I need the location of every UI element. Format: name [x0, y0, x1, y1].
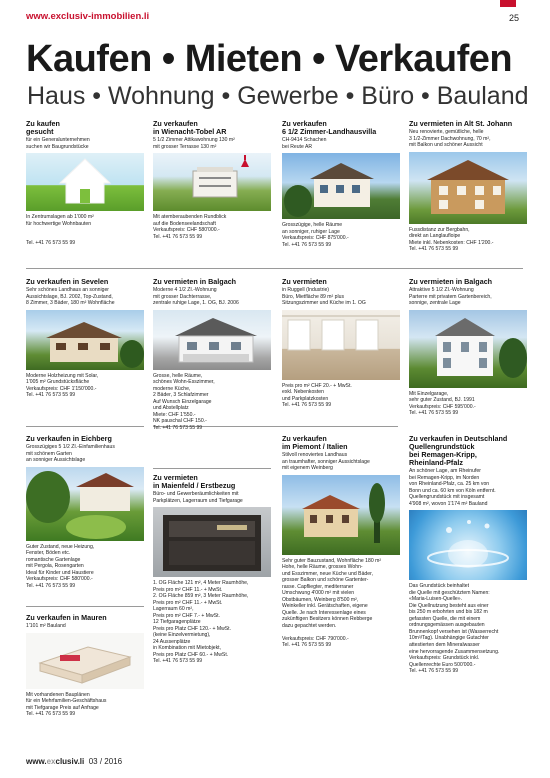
listing-details: Mit Einzelgarage, sehr guter Zustand, BJ. 1991 Verkaufspreis: CHF 595'000.- Tel. +41 76 573 55 99 — [409, 390, 476, 417]
listing-details: Sehr guter Bauzustand, Wohnfläche 180 m² Hohe, helle Räume, grosses Wohn- und Esszimmer, neue Küche und Bäder, grosser Balkon und schöne Gartenter- rasse. Capfliegter, mediterraner Umschwung 4'000 m² mit vielen Obstbäumen, Weinberg 8'500 m², Weinkeller inkl. Gerätschaften, eigene Quelle. Je nach Interessenlage eines zukünftigen Besitzers können Rebberge dazu gepachtet werden. Verkaufspreis: CHF 790'000.- Tel. +41 76 573 55 99 — [282, 557, 382, 649]
listing-heading: Zu verkaufen in Mauren — [26, 613, 107, 622]
listing-details: Mit vorhandenen Bauplänen für ein Mehrfamilien-Geschäftshaus mit Tiefgarage Preis auf Anfrage Tel. +41 76 573 55 99 — [26, 691, 107, 718]
listing-details: 1. OG Fläche 121 m², 4 Meter Raumhöhe, Preis pro m² CHF 11.- + MwSt. 2. OG Fläche 859 m², 3 Meter Raumhöhe, Preis pro m² CHF 11.- + MwSt. Lagerraum 60 m², Preis pro m² CHF 7.- + MwSt. 12 Tiefgaragenplätze Preis pro Platz CHF 120.- + MwSt. (keine Einzelvermietung), 24 Aussenplätze in Kombination mit Mietobjekt, Preis pro Platz CHF 60.- + MwSt. Tel. +41 76 573 55 99 — [153, 580, 249, 665]
listing-subtitle: Sehr schönes Landhaus an sonniger Aussichtslage, BJ. 2002, Top-Zustand, 8 Zimmer, 3 Bäder, 180 m² Wohnfläche — [26, 287, 115, 307]
property-photo — [282, 153, 400, 219]
listing-heading: Zu vermieten in Balgach — [153, 277, 237, 286]
property-photo — [153, 310, 271, 370]
listing[interactable] — [282, 278, 400, 409]
listing-details: Das Grundstück beinhaltet die Quelle mit geschütztem Namen: «Maria-Luisen-Quelle». Die Quellnutzung besteht aus einer bis 250 m erbohrten und bis 182 m gefassten Quelle, die mit einem ordnungsgemässen ausgebauten Brunnenkopf versehen ist (Wasserrecht 10m³/Tag). Unabhängige Gutachter attestierten dem Mineralwasser eine hervorragende Zusammensetzung. Verkaufspreis: Grundstück inkl. Quellenrechte Euro 500'000.- Tel. +41 76 573 55 99 — [409, 583, 500, 675]
listing-subtitle: Attraktive 5 1/2 ZI.-Wohnung Parterre mit privatem Gartenbereich, sonnige, zentrale Lage — [409, 287, 492, 307]
listing-subtitle: Grosszügiges 5 1/2 ZI.-Einfamilienhaus mit schönem Garten an sonniger Aussichtslage — [26, 444, 115, 464]
footer-url-part: ex — [46, 757, 56, 766]
site-url[interactable]: www.exclusiv-immobilien.li — [26, 11, 150, 22]
listing-subtitle: Moderne 4 1/2 ZI.-Wohnung mit grosser Dachterrasse, zentrale ruhige Lage, 1. OG, BJ. 2006 — [153, 287, 239, 307]
listing-details: Grosse, helle Räume, schönes Wohn-Esszimmer, moderne Küche, 2 Bäder, 3 Schlafzimmer Auf Wunsch Einzelgarage und Abstellplatz Miete: CHF 1'550.- NK pauschal CHF 150.- Tel. +41 76 573 55 99 — [153, 372, 215, 431]
water-splash-photo — [409, 510, 527, 580]
listing-details: Fussdistanz zur Bergbahn, direkt an Langlaufloipe Miete inkl. Nebenkosten: CHF 1'200.- Tel. +41 76 573 55 99 — [409, 226, 494, 253]
listing-subtitle: Büro- und Gewerberäumlichkeiten mit Parkplätzen, Lagerraum und Tiefgarage — [153, 491, 243, 504]
listing-heading: Zu kaufen gesucht — [26, 119, 60, 137]
property-photo — [409, 152, 527, 224]
property-photo — [153, 153, 271, 211]
row-separator-4 — [153, 468, 271, 469]
issue-number: 03 / 2016 — [88, 757, 123, 766]
listing-heading: Zu verkaufen in Wienacht-Tobel AR — [153, 119, 227, 137]
page-footer — [26, 757, 122, 766]
page-header — [0, 0, 550, 30]
listing-subtitle: 5 1/2 Zimmer Attikawohnung 130 m² mit grosser Terrasse 130 m² — [153, 137, 235, 150]
listing-heading: Zu verkaufen in Eichberg — [26, 434, 112, 443]
listing-details: In Zentrumslagen ab 1'000 m² für hochwertige Wohnbauten Tel. +41 76 573 55 99 — [26, 214, 94, 247]
listing[interactable] — [153, 278, 271, 431]
listing-heading: Zu verkaufen in Sevelen — [26, 277, 109, 286]
listing[interactable] — [282, 120, 400, 248]
listing-subtitle: für ein Generalunternehmen suchen wir Baugrundstücke — [26, 137, 90, 150]
listing-heading: Zu verkaufen in Deutschland Quellengrundstück bei Remagen-Kripp, Rheinland-Pfalz — [409, 434, 508, 468]
listing-subtitle: Stilvoll renoviertes Landhaus an traumhafter, sonniger Aussichtslage mit eigenem Weinberg — [282, 452, 370, 472]
listing-subtitle: in Ruggell (Industrie) Büro, Mietfläche 89 m² plus Sitzungszimmer und Küche im 1. OG — [282, 287, 366, 307]
property-photo — [26, 467, 144, 541]
property-photo — [409, 310, 527, 388]
row-separator-1 — [26, 268, 523, 269]
listing-details: Preis pro m² CHF 20.- + MwSt. exkl. Nebenkosten und Parkplatzkosten Tel. +41 76 573 55 99 — [282, 382, 352, 409]
house-icon — [26, 153, 144, 211]
property-photo — [282, 310, 400, 380]
listing[interactable] — [409, 120, 527, 253]
listing-heading: Zu verkaufen 6 1/2 Zimmer-Landhausvilla — [282, 119, 377, 137]
listing-heading: Zu vermieten in Maienfeld / Erstbezug — [153, 473, 236, 491]
listing-subtitle: An schöner Lage, am Rheinufer bei Remagen-Kripp, im Norden von Rheinland-Pfalz, ca. 25 km von Bonn und ca. 60 km von Köln entfernt. Quellengrundstück mit insgesamt 4'908 m², wovon 1'174 m² Bauland — [409, 468, 496, 507]
listing-subtitle: Neu renovierte, gemütliche, helle 3 1/2-Zimmer Dachwohnung, 70 m², mit Balkon und schöner Aussicht — [409, 129, 491, 149]
listing-heading: Zu vermieten in Balgach — [409, 277, 493, 286]
property-photo — [26, 310, 144, 370]
row-separator-2 — [26, 426, 144, 427]
listing[interactable] — [26, 120, 144, 247]
property-photo — [153, 507, 271, 577]
listing-details: Grosszügige, helle Räume an sonniger, ruhiger Lage Verkaufspreis: CHF 875'000.- Tel. +41 76 573 55 99 — [282, 222, 349, 248]
page-subtitle: Haus • Wohnung • Gewerbe • Büro • Bauland — [27, 82, 529, 110]
red-corner-mark — [500, 0, 516, 7]
listing-heading: Zu verkaufen im Piemont / Italien — [282, 434, 348, 452]
listing[interactable] — [153, 120, 271, 240]
listing-details: Guter Zustand, neue Heizung, Fenster, Böden etc. romantische Gartenlage mit Pergola, Rosengarten Ideal für Kinder und Haustiere Verkaufspreis: CHF 580'000.- Tel. +41 76 573 55 99 — [26, 543, 95, 589]
listing[interactable] — [26, 614, 144, 718]
listing[interactable] — [26, 278, 144, 399]
listing[interactable] — [26, 435, 144, 589]
page-number: 25 — [509, 13, 520, 23]
property-photo — [282, 475, 400, 555]
building-model-photo — [26, 633, 144, 689]
footer-url-part: clusiv.li — [55, 757, 85, 766]
listing[interactable] — [153, 474, 271, 665]
footer-url-part: www. — [26, 757, 47, 766]
row-separator-3 — [26, 606, 144, 607]
listing-details: Moderne Holzheizung mit Solar, 1'005 m² Grundstücksfläche Verkaufspreis: CHF 1'150'000.- Tel. +41 76 573 55 99 — [26, 372, 99, 399]
listing-subtitle: CH-9414 Schachen bei Reute AR — [282, 137, 327, 150]
listing[interactable] — [282, 435, 400, 649]
listing-subtitle: 1'101 m² Bauland — [26, 623, 66, 630]
listing-heading: Zu vermieten in Alt St. Johann — [409, 119, 513, 128]
listing[interactable] — [409, 278, 527, 417]
listing-details: Mit atemberaubenden Rundblick auf die Bodenseelandschaft Verkaufspreis: CHF 580'000.- Tel. +41 76 573 55 99 — [153, 214, 227, 240]
page-title: Kaufen • Mieten • Verkaufen — [26, 38, 513, 80]
listing-heading: Zu vermieten — [282, 277, 327, 286]
listing[interactable] — [409, 435, 527, 675]
